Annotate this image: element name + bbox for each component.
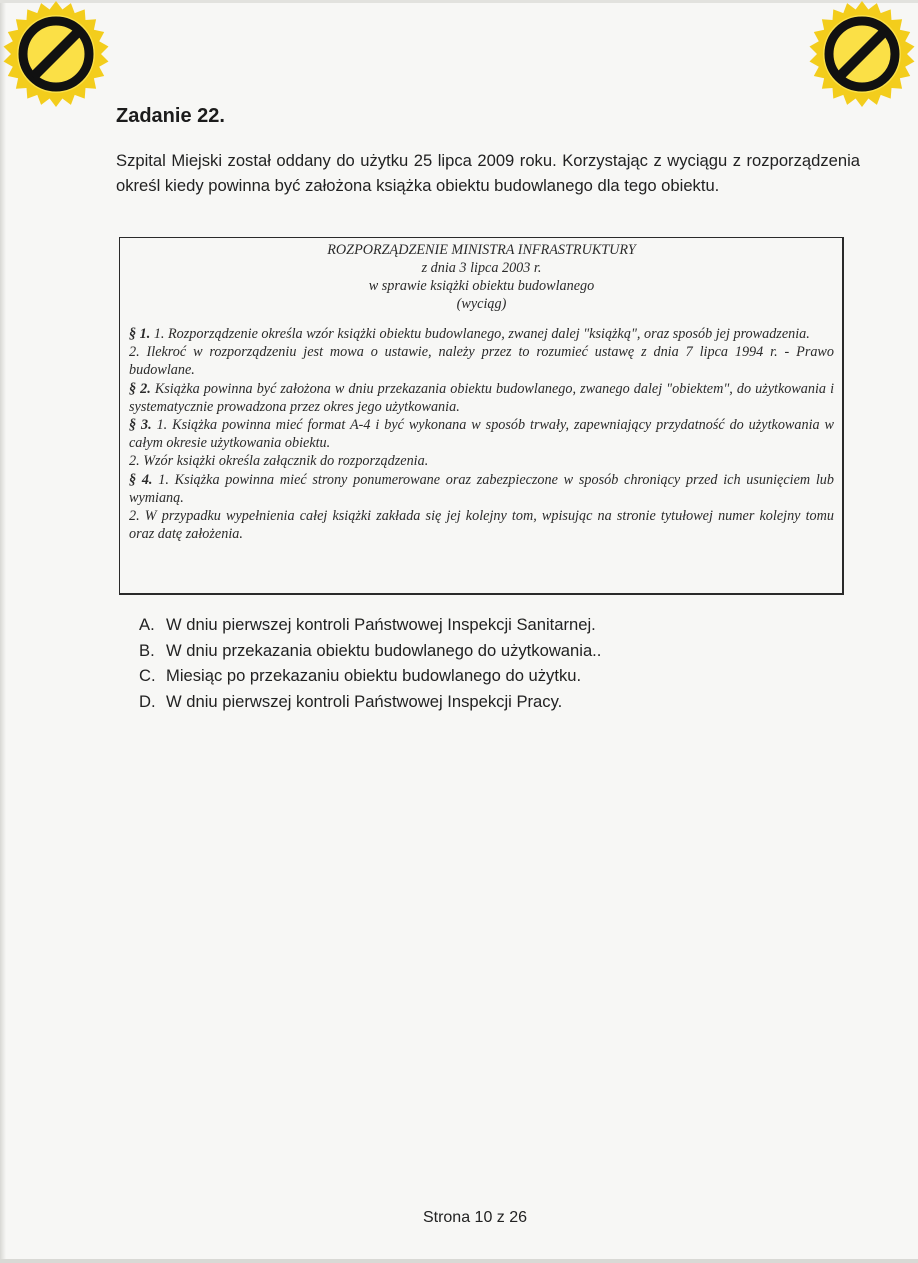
answer-option-b[interactable] <box>139 638 601 664</box>
scan-edge-top <box>0 0 918 3</box>
answer-text: W dniu pierwszej kontroli Państwowej Inspekcji Sanitarnej. <box>166 615 596 634</box>
answer-options <box>139 612 601 714</box>
answer-text: W dniu pierwszej kontroli Państwowej Inspekcji Pracy. <box>166 691 563 711</box>
scan-edge-left <box>0 0 6 1263</box>
prohibited-sign-icon <box>808 0 916 108</box>
answer-text: Miesiąc po przekazaniu obiektu budowlanego do użytku. <box>166 666 582 685</box>
regulation-body <box>129 325 834 543</box>
answer-text: W dniu przekazania obiektu budowlanego do użytkowania.. <box>166 640 602 660</box>
page-number: Strona 10 z 26 <box>422 1209 528 1226</box>
regulation-paragraph: 2. W przypadku wypełnienia całej książki zakłada się jej kolejny tom, wpisując na stronie tytułowej numer kolejny tomu oraz datę założenia. <box>129 508 834 543</box>
regulation-paragraph: § 2. Książka powinna być założona w dniu przekazania obiektu budowlanego, zwanego dalej "obiektem", do użytkowania i systematycznie prowadzona przez okres jego użytkowania. <box>129 380 835 415</box>
regulation-excerpt-label: (wyciąg) <box>456 296 507 312</box>
regulation-paragraph: § 3. 1. Książka powinna mieć format A-4 i być wykonana w sposób trwały, zapewniający przydatność do użytkowania w całym okresie użytkowania obiektu. <box>129 417 834 452</box>
task-intro: Szpital Miejski został oddany do użytku 25 lipca 2009 roku. Korzystając z wyciągu z rozporządzenia określ kiedy powinna być założona książka obiektu budowlanego dla tego obiektu. <box>116 151 860 195</box>
regulation-paragraph: 2. Ilekroć w rozporządzeniu jest mowa o ustawie, należy przez to rozumieć ustawę z dnia 7 lipca 1994 r. - Prawo budowlane. <box>129 344 834 379</box>
regulation-title-line: ROZPORZĄDZENIE MINISTRA INFRASTRUKTURY <box>327 242 636 258</box>
regulation-paragraph: 2. Wzór książki określa załącznik do rozporządzenia. <box>129 453 429 470</box>
prohibited-badge-left-svg <box>2 0 110 108</box>
prohibited-badge-right-svg <box>808 0 916 108</box>
answer-letter: D. <box>139 691 156 711</box>
prohibited-sign-icon <box>2 0 110 108</box>
task-heading: Zadanie 22. <box>116 105 225 127</box>
answer-option-c[interactable] <box>139 663 601 689</box>
regulation-paragraph: § 4. 1. Książka powinna mieć strony ponumerowane oraz zabezpieczone w sposób chroniący przed ich usunięciem lub wymianą. <box>129 471 834 506</box>
answer-option-a[interactable] <box>139 612 601 638</box>
regulation-paragraph: § 1. 1. Rozporządzenie określa wzór książki obiektu budowlanego, zwanej dalej "książką", oraz sposób jej prowadzenia. <box>129 326 810 342</box>
answer-letter: B. <box>139 640 155 660</box>
regulation-subject-line: w sprawie książki obiektu budowlanego <box>368 278 595 294</box>
regulation-excerpt-box <box>119 237 844 595</box>
scan-edge-bottom <box>0 1259 918 1263</box>
regulation-date-line: z dnia 3 lipca 2003 r. <box>421 260 542 276</box>
answer-letter: C. <box>139 666 156 685</box>
regulation-title <box>129 241 834 313</box>
answer-option-d[interactable] <box>139 689 601 715</box>
answer-letter: A. <box>139 615 155 634</box>
